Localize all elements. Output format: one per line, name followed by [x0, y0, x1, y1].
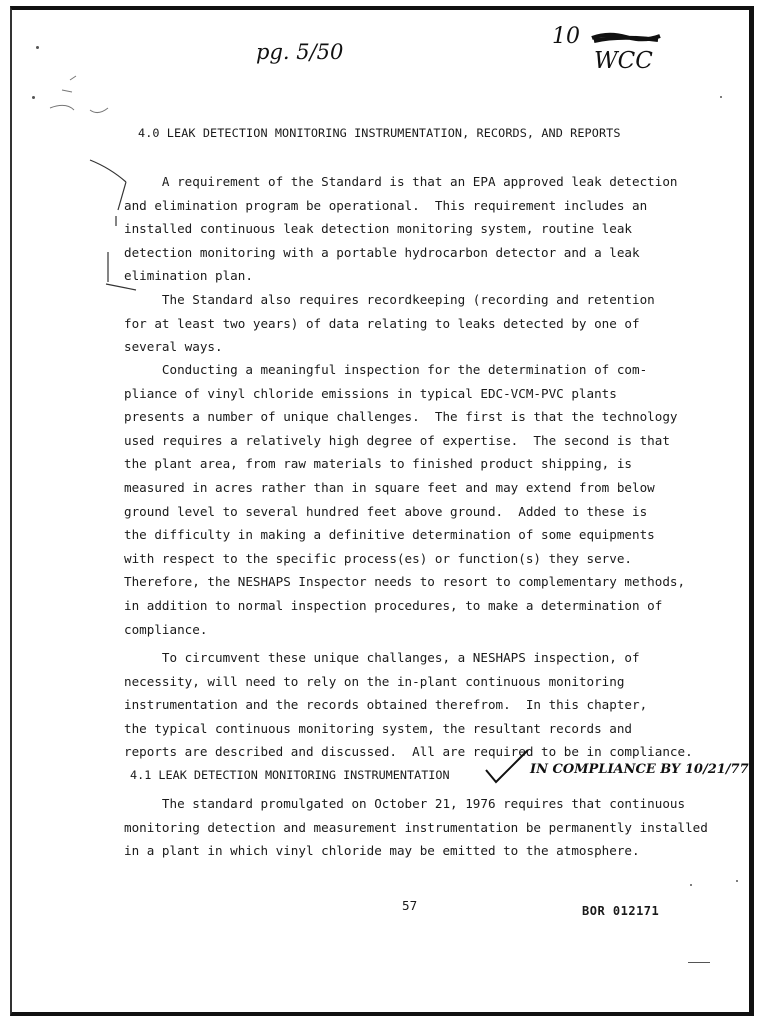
scan-speck: [690, 884, 692, 886]
handwritten-initials: WCC: [594, 48, 653, 74]
text-line: measured in acres rather than in square feet and may extend from below: [124, 479, 655, 495]
text-line: The Standard also requires recordkeeping (recording and retention: [124, 292, 655, 307]
scribble-strikeout: [590, 30, 664, 46]
paragraph-4: [124, 646, 714, 764]
scan-speck: [720, 96, 722, 98]
handwritten-page-ref: pg. 5/50: [256, 40, 344, 64]
paragraph-3: [124, 358, 714, 641]
section-heading: 4.0 LEAK DETECTION MONITORING INSTRUMENTATION, RECORDS, AND REPORTS: [138, 126, 621, 140]
text-line: pliance of vinyl chloride emissions in typical EDC-VCM-PVC plants: [124, 385, 617, 401]
check-mark-icon: [482, 748, 532, 786]
text-line: in a plant in which vinyl chloride may be emitted to the atmosphere.: [124, 843, 640, 859]
text-line: reports are described and discussed. All are required to be in compliance.: [124, 744, 693, 760]
handwritten-compliance-note: IN COMPLIANCE BY 10/21/77: [530, 762, 749, 777]
text-line: with respect to the specific process(es) or function(s) they serve.: [124, 550, 632, 566]
paragraph-2: [124, 288, 714, 359]
text-line: and elimination program be operational. This requirement includes an: [124, 197, 648, 213]
text-line: the plant area, from raw materials to finished product shipping, is: [124, 456, 632, 472]
text-line: Conducting a meaningful inspection for the determination of com-: [124, 362, 648, 377]
text-line: To circumvent these unique challanges, a NESHAPS inspection, of: [124, 650, 640, 665]
text-line: for at least two years) of data relating to leaks detected by one of: [124, 315, 640, 331]
text-line: necessity, will need to rely on the in-plant continuous monitoring: [124, 673, 625, 689]
scan-speck: [32, 96, 35, 99]
text-line: Therefore, the NESHAPS Inspector needs to resort to complementary methods,: [124, 574, 686, 590]
scan-speck: [36, 46, 39, 49]
document-id: BOR 012171: [582, 904, 660, 918]
text-line: detection monitoring with a portable hydrocarbon detector and a leak: [124, 244, 640, 260]
text-line: several ways.: [124, 339, 223, 355]
text-line: elimination plan.: [124, 268, 253, 284]
text-line: presents a number of unique challenges. The first is that the technology: [124, 409, 678, 425]
text-line: the difficulty in making a definitive determination of some equipments: [124, 527, 655, 543]
text-line: installed continuous leak detection monitoring system, routine leak: [124, 221, 632, 237]
text-line: A requirement of the Standard is that an EPA approved leak detection: [124, 174, 678, 189]
page-number: 57: [402, 898, 418, 913]
subsection-heading: 4.1 LEAK DETECTION MONITORING INSTRUMENTATION: [130, 768, 450, 782]
text-line: monitoring detection and measurement instrumentation be permanently installed: [124, 819, 708, 835]
text-line: compliance.: [124, 621, 208, 637]
text-line: ground level to several hundred feet above ground. Added to these is: [124, 503, 648, 519]
text-line: in addition to normal inspection procedures, to make a determination of: [124, 597, 663, 613]
text-line: the typical continuous monitoring system, the resultant records and: [124, 720, 632, 736]
margin-scribble: [40, 70, 120, 130]
text-line: The standard promulgated on October 21, 1976 requires that continuous: [124, 796, 686, 811]
text-line: instrumentation and the records obtained therefrom. In this chapter,: [124, 697, 648, 713]
paragraph-5: [124, 792, 714, 863]
text-line: used requires a relatively high degree of expertise. The second is that: [124, 432, 670, 448]
scan-speck: [736, 880, 738, 882]
scan-speck: [688, 962, 710, 963]
paragraph-1: [124, 170, 714, 288]
handwritten-number: 10: [552, 24, 580, 49]
